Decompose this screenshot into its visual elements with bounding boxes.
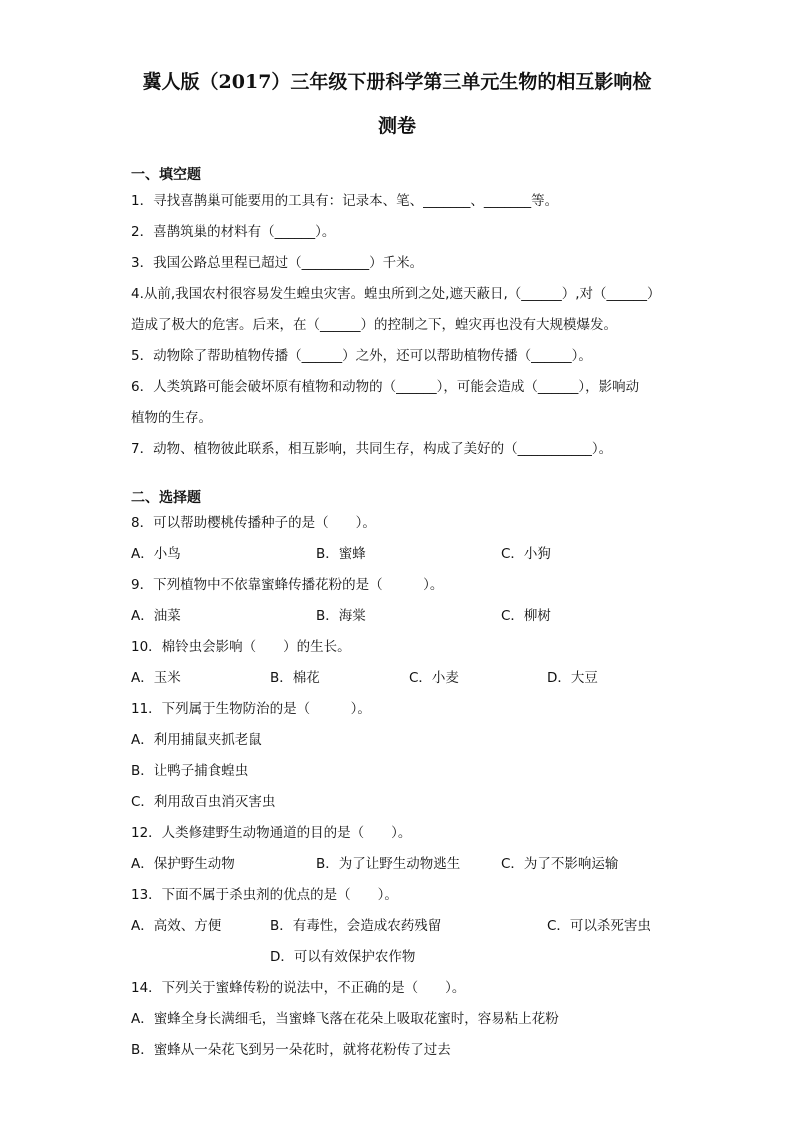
question-14: 14．下列关于蜜蜂传粉的说法中，不正确的是（ ）。 [131,980,466,996]
q10-option-b: B．棉花 [270,670,320,686]
q14-option-b: B．蜜蜂从一朵花飞到另一朵花时，就将花粉传了过去 [131,1042,451,1058]
section-heading-fill-in: 一、填空题 [131,167,201,183]
question-6-line-2: 植物的生存。 [131,410,212,426]
q8-option-c: C．小狗 [501,546,551,562]
question-4-line-1: 4.从前,我国农村很容易发生蝗虫灾害。蝗虫所到之处,遮天蔽日,（______）,对（______） [131,286,661,302]
q9-option-a: A．油菜 [131,608,181,624]
question-4-line-2: 造成了极大的危害。后来，在（______）的控制之下，蝗灾再也没有大规模爆发。 [131,317,617,333]
q11-option-a: A．利用捕鼠夹抓老鼠 [131,732,262,748]
q11-option-c: C．利用敌百虫消灭害虫 [131,794,276,810]
q9-option-b: B．海棠 [316,608,366,624]
q10-option-a: A．玉米 [131,670,181,686]
question-3: 3．我国公路总里程已超过（__________）千米。 [131,255,424,271]
question-2: 2．喜鹊筑巢的材料有（______）。 [131,224,336,240]
question-10: 10．棉铃虫会影响（ ）的生长。 [131,639,351,655]
q14-option-a: A．蜜蜂全身长满细毛，当蜜蜂飞落在花朵上吸取花蜜时，容易粘上花粉 [131,1011,559,1027]
q10-option-c: C．小麦 [409,670,459,686]
question-7: 7．动物、植物彼此联系，相互影响，共同生存，构成了美好的（___________）。 [131,441,613,457]
question-6-line-1: 6．人类筑路可能会破坏原有植物和动物的（______），可能会造成（______），影响动 [131,379,640,395]
section-heading-choice: 二、选择题 [131,490,201,506]
question-5: 5．动物除了帮助植物传播（______）之外，还可以帮助植物传播（______）。 [131,348,592,364]
q9-option-c: C．柳树 [501,608,551,624]
q12-option-c: C．为了不影响运输 [501,856,619,872]
q10-option-d: D．大豆 [547,670,598,686]
q13-option-d: D．可以有效保护农作物 [270,949,416,965]
question-1: 1．寻找喜鹊巢可能要用的工具有：记录本、笔、_______、_______等。 [131,193,559,209]
q13-option-a: A．高效、方便 [131,918,222,934]
question-11: 11．下列属于生物防治的是（ ）。 [131,701,371,717]
question-9: 9．下列植物中不依靠蜜蜂传播花粉的是（ ）。 [131,577,444,593]
q12-option-a: A．保护野生动物 [131,856,235,872]
q8-option-a: A．小鸟 [131,546,181,562]
question-12: 12．人类修建野生动物通道的目的是（ ）。 [131,825,412,841]
page-title-line-1: 冀人版（2017）三年级下册科学第三单元生物的相互影响检 [142,71,652,93]
q13-option-b: B．有毒性，会造成农药残留 [270,918,442,934]
question-13: 13．下面不属于杀虫剂的优点的是（ ）。 [131,887,398,903]
page-title-line-2: 测卷 [377,115,416,137]
question-8: 8．可以帮助樱桃传播种子的是（ ）。 [131,515,376,531]
q11-option-b: B．让鸭子捕食蝗虫 [131,763,249,779]
q12-option-b: B．为了让野生动物逃生 [316,856,461,872]
q8-option-b: B．蜜蜂 [316,546,366,562]
q13-option-c: C．可以杀死害虫 [547,918,651,934]
